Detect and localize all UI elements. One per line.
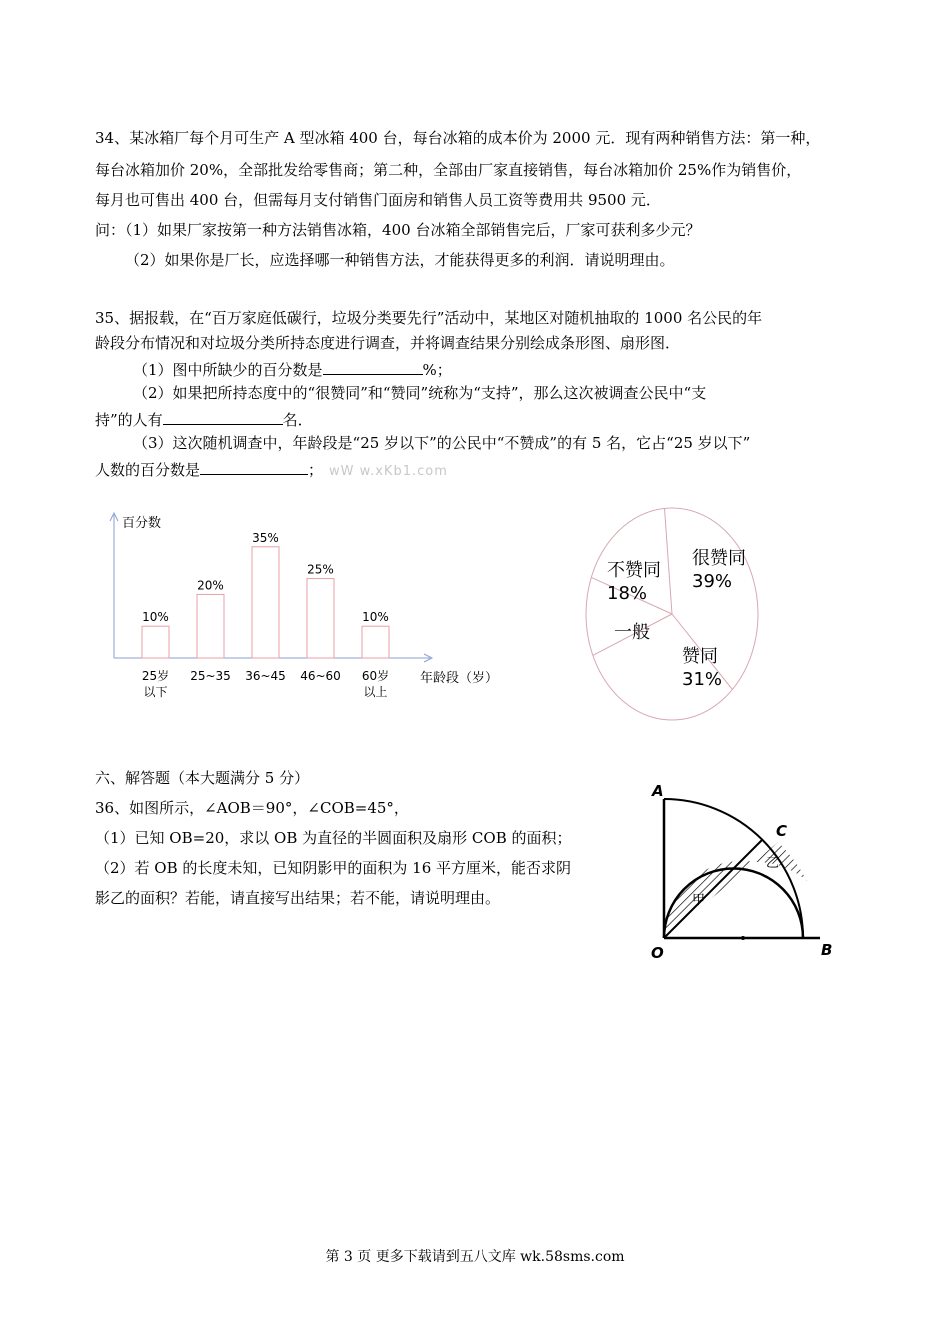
q34-line3: 每月也可售出 400 台，但需每月支付销售门面房和销售人员工资等费用共 9500 元． — [95, 191, 661, 209]
bar-value-label-2: 35% — [252, 530, 279, 545]
bar-value-label-1: 20% — [197, 578, 224, 593]
pie-slice-label-3: 不赞同 — [607, 560, 661, 581]
label-o: O — [651, 944, 664, 962]
pie-slice-label-0: 很赞同 — [692, 548, 746, 569]
q35-sub2-end: 名． — [282, 411, 313, 429]
bar-category-label-0-1: 以下 — [143, 685, 168, 699]
bar-4 — [362, 626, 389, 658]
bar-value-label-4: 10% — [362, 610, 389, 625]
bar-chart-ylabel: 百分数 — [122, 516, 162, 531]
q35-sub3a: （3）这次随机调查中，年龄段是“25 岁以下”的公民中“不赞成”的有 5 名，它占“25 岁以下” — [133, 434, 751, 452]
bar-category-label-3-0: 46~60 — [300, 669, 341, 683]
watermark: wW w.xKb1.com — [329, 464, 448, 479]
bar-2 — [252, 547, 279, 658]
answer-blank-2[interactable] — [163, 408, 283, 425]
bar-category-label-4-0: 60岁 — [361, 669, 390, 683]
answer-blank-3[interactable] — [200, 458, 308, 475]
bar-chart — [95, 505, 515, 705]
bar-0 — [142, 626, 169, 658]
bar-value-label-0: 10% — [142, 610, 169, 625]
q35-sub1 — [133, 358, 903, 380]
label-c: C — [776, 822, 788, 840]
answer-blank-1[interactable] — [323, 358, 423, 375]
page-footer: 第 3 页 更多下载请到五八文库 wk.58sms.com — [325, 1249, 625, 1265]
section6-heading: 六、解答题（本大题满分 5 分） — [95, 769, 310, 787]
q36-line3: （2）若 OB 的长度未知，已知阴影甲的面积为 16 平方厘米，能否求阴 — [95, 859, 572, 877]
q36-line1: 36、如图所示，∠AOB＝90°，∠COB=45°， — [95, 799, 409, 817]
pie-slice-value-1: 31% — [682, 669, 723, 690]
bar-1 — [197, 594, 224, 658]
label-b: B — [821, 941, 833, 959]
bar-category-label-2-0: 36~45 — [245, 669, 286, 683]
q34-line4: 问：（1）如果厂家按第一种方法销售冰箱，400 台冰箱全部销售完后，厂家可获利多少元？ — [95, 221, 701, 239]
bar-category-label-0-0: 25岁 — [141, 669, 170, 683]
label-jia: 甲 — [692, 893, 706, 908]
segment-oc — [664, 840, 762, 938]
q35-sub3-text: 人数的百分数是 — [95, 461, 201, 479]
q35-sub3-end: ； — [308, 461, 324, 479]
bar-category-label-4-1: 以上 — [363, 685, 388, 699]
q34-line5: （2）如果你是厂长，应选择哪一种销售方法，才能获得更多的利润．请说明理由。 — [125, 251, 675, 269]
pie-slice-label-1: 赞同 — [682, 646, 718, 667]
q35-sub2-text: 持”的人有 — [95, 411, 163, 429]
bar-value-label-3: 25% — [307, 562, 334, 577]
geometry-figure — [640, 775, 850, 970]
center-dot — [741, 936, 745, 940]
q36-line2: （1）已知 OB=20，求以 OB 为直径的半圆面积及扇形 COB 的面积； — [95, 829, 572, 847]
label-a: A — [652, 782, 664, 800]
q34-line1: 34、某冰箱厂每个月可生产 A 型冰箱 400 台，每台冰箱的成本价为 2000 元．现有两种销售方法：第一种， — [95, 129, 821, 147]
q35-sub1-end: %； — [422, 361, 452, 379]
label-yi: 乙 — [766, 856, 780, 871]
q35-sub3b — [95, 458, 865, 482]
pie-slice-label-2: 一般 — [614, 622, 650, 643]
pie-chart — [580, 500, 770, 725]
pie-slice-value-0: 39% — [692, 571, 733, 592]
q35-line2: 龄段分布情况和对垃圾分类所持态度进行调查，并将调查结果分别绘成条形图、扇形图． — [95, 334, 681, 352]
q34-line2: 每台冰箱加价 20%，全部批发给零售商；第二种，全部由厂家直接销售，每台冰箱加价 25%作为销售价， — [95, 161, 802, 179]
bar-chart-xlabel: 年龄段（岁） — [420, 671, 499, 686]
q35-sub1-text: （1）图中所缺少的百分数是 — [133, 361, 323, 379]
bar-3 — [307, 579, 334, 658]
bar-category-label-1-0: 25~35 — [190, 669, 231, 683]
q35-sub2a: （2）如果把所持态度中的“很赞同”和“赞同”统称为“支持”，那么这次被调查公民中“支 — [133, 384, 707, 402]
q36-line4: 影乙的面积？若能，请直接写出结果；若不能，请说明理由。 — [95, 889, 501, 907]
q35-line1: 35、据报载，在“百万家庭低碳行，垃圾分类要先行”活动中，某地区对随机抽取的 1000 名公民的年 — [95, 309, 763, 327]
q35-sub2b — [95, 408, 865, 430]
pie-slice-value-3: 18% — [607, 583, 648, 604]
